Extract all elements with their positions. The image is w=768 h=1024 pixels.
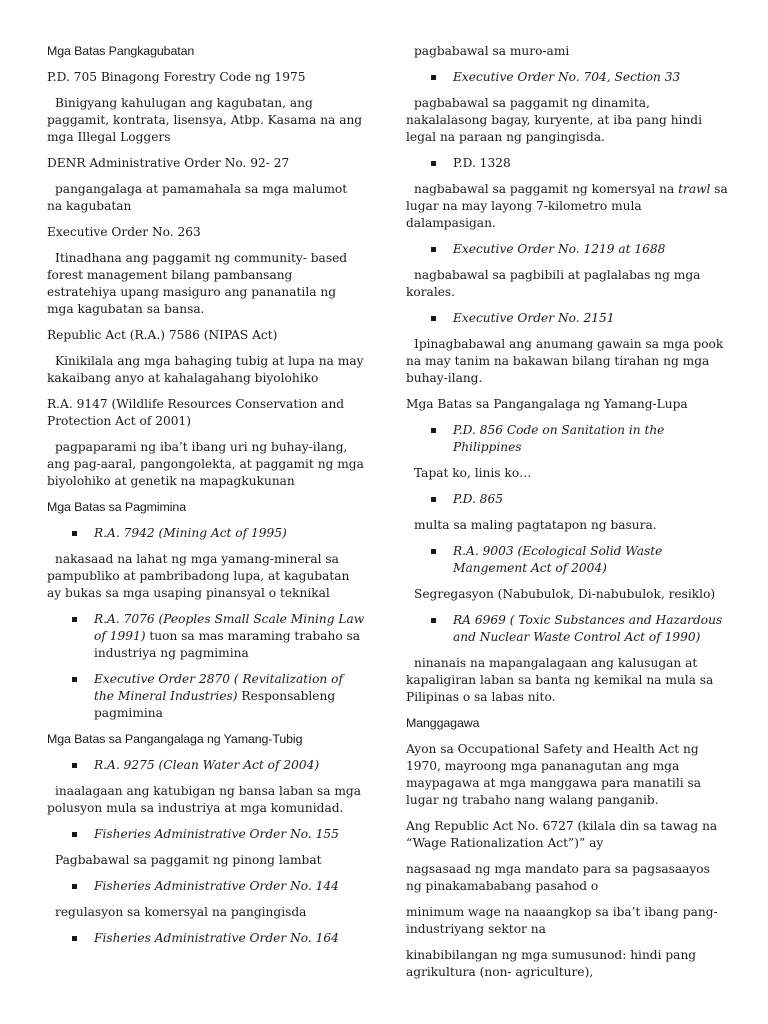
law-title: Fisheries Administrative Order No. 144	[94, 879, 339, 893]
bullet-item	[406, 422, 728, 456]
bullet-item	[47, 930, 365, 947]
law-title: Executive Order No. 1219 at 1688	[453, 242, 666, 256]
paragraph-text: nagbabawal sa paggamit ng komersyal na	[414, 182, 679, 196]
law-paragraph: Republic Act (R.A.) 7586 (NIPAS Act)	[47, 328, 278, 342]
bullet-item	[47, 826, 365, 843]
left-column	[47, 43, 365, 956]
square-bullet-icon	[431, 247, 436, 252]
description-paragraph: nagbabawal sa pagbibili at paglalabas ng mga korales.	[406, 268, 701, 299]
square-bullet-icon	[431, 428, 436, 433]
description-paragraph: pagbabawal sa paggamit ng dinamita, nakalalasong bagay, kuryente, at iba pang hindi legal na paraan ng pangingisda.	[406, 96, 702, 144]
law-paragraph: Mga Batas sa Pangangalaga ng Yamang-Lupa	[406, 397, 688, 411]
paragraph-text: sa lugar na may layong 7-kilometro mula dalampasigan.	[406, 182, 728, 230]
description-paragraph: pangangalaga at pamamahala sa mga malumot na kagubatan	[47, 182, 348, 213]
bullet-item	[406, 543, 728, 577]
law-title: Executive Order No. 704, Section 33	[453, 70, 681, 84]
square-bullet-icon	[72, 763, 77, 768]
section-heading: Mga Batas sa Pangangalaga ng Yamang-Tubig	[47, 732, 303, 746]
law-paragraph: Ayon sa Occupational Safety and Health Act ng 1970, mayroong mga pananagutan ang mga maypagawa at mga manggawa para manatili sa lugar ng trabaho nang walang panganib.	[406, 742, 702, 807]
bullet-item	[47, 611, 365, 662]
bullet-item	[406, 491, 728, 508]
law-title: Fisheries Administrative Order No. 155	[94, 827, 339, 841]
square-bullet-icon	[72, 677, 77, 682]
bullet-item	[406, 69, 728, 86]
square-bullet-icon	[72, 832, 77, 837]
bullet-item	[406, 155, 728, 172]
bullet-item	[47, 525, 365, 542]
description-paragraph: Kinikilala ang mga bahaging tubig at lupa na may kakaibang anyo at kahalagahang biyolohiko	[47, 354, 364, 385]
square-bullet-icon	[72, 531, 77, 536]
section-heading: Manggagawa	[406, 716, 480, 730]
section-heading: Mga Batas Pangkagubatan	[47, 44, 195, 58]
law-title: Executive Order No. 2151	[453, 311, 615, 325]
square-bullet-icon	[431, 618, 436, 623]
law-paragraph: nagsasaad ng mga mandato para sa pagsasaayos ng pinakamababang pasahod o	[406, 862, 710, 893]
bullet-description: tuon sa mas maraming trabaho sa industriya ng pagmimina	[94, 629, 361, 660]
bullet-item	[406, 612, 728, 646]
law-paragraph: Ang Republic Act No. 6727 (kilala din sa tawag na “Wage Rationalization Act”)” ay	[406, 819, 718, 850]
law-title: P.D. 856 Code on Sanitation in the Philippines	[453, 423, 665, 454]
square-bullet-icon	[431, 316, 436, 321]
emphasis-term: trawl	[678, 182, 711, 196]
description-paragraph: regulasyon sa komersyal na pangingisda	[55, 905, 307, 919]
description-paragraph: ninanais na mapangalagaan ang kalusugan at kapaligiran laban sa banta ng kemikal na mula sa Pilipinas o sa labas nito.	[406, 656, 714, 704]
law-paragraph: P.D. 705 Binagong Forestry Code ng 1975	[47, 70, 306, 84]
law-title: Executive Order 2870 ( Revitalization of the Mineral Industries)	[94, 672, 343, 703]
law-paragraph: minimum wage na naaangkop sa iba’t ibang pang-industriyang sektor na	[406, 905, 718, 936]
bullet-item	[47, 878, 365, 895]
square-bullet-icon	[72, 936, 77, 941]
bullet-item	[406, 310, 728, 327]
description-paragraph: Tapat ko, linis ko…	[414, 466, 532, 480]
description-paragraph: pagbabawal sa muro-ami	[414, 44, 570, 58]
square-bullet-icon	[431, 161, 436, 166]
law-paragraph: R.A. 9147 (Wildlife Resources Conservation and Protection Act of 2001)	[47, 397, 345, 428]
law-paragraph: kinabibilangan ng mga sumusunod: hindi pang agrikultura (non- agriculture),	[406, 948, 697, 979]
law-title: RA 6969 ( Toxic Substances and Hazardous and Nuclear Waste Control Act of 1990)	[453, 613, 723, 644]
description-paragraph: Itinadhana ang paggamit ng community- based forest management bilang pambansang estratehiya upang masiguro ang pananatila ng mga kagubatan sa bansa.	[47, 251, 348, 316]
description-paragraph: Pagbabawal sa paggamit ng pinong lambat	[55, 853, 322, 867]
law-paragraph: Executive Order No. 263	[47, 225, 201, 239]
bullet-description: Responsableng pagmimina	[94, 689, 336, 720]
law-title: R.A. 9003 (Ecological Solid Waste Mangement Act of 2004)	[453, 544, 663, 575]
description-paragraph: inaalagaan ang katubigan ng bansa laban sa mga polusyon mula sa industriya at mga komunidad.	[47, 784, 361, 815]
law-title: R.A. 7076 (Peoples Small Scale Mining Law of 1991)	[94, 612, 365, 643]
description-paragraph: Ipinagbabawal ang anumang gawain sa mga pook na may tanim na bakawan bilang tirahan ng mga buhay-ilang.	[406, 337, 724, 385]
bullet-item	[47, 757, 365, 774]
law-paragraph: DENR Administrative Order No. 92- 27	[47, 156, 290, 170]
law-title: Fisheries Administrative Order No. 164	[94, 931, 339, 945]
section-heading: Mga Batas sa Pagmimina	[47, 500, 186, 514]
square-bullet-icon	[72, 884, 77, 889]
bullet-item	[47, 671, 365, 722]
description-paragraph: Binigyang kahulugan ang kagubatan, ang paggamit, kontrata, lisensya, Atbp. Kasama na ang mga Illegal Loggers	[47, 96, 363, 144]
square-bullet-icon	[431, 497, 436, 502]
description-paragraph	[406, 181, 728, 232]
square-bullet-icon	[431, 549, 436, 554]
description-paragraph: multa sa maling pagtatapon ng basura.	[414, 518, 657, 532]
description-paragraph: Segregasyon (Nabubulok, Di-nabubulok, resiklo)	[414, 587, 716, 601]
bullet-item	[406, 241, 728, 258]
law-title: P.D. 865	[453, 492, 503, 506]
description-paragraph: pagpaparami ng iba’t ibang uri ng buhay-ilang, ang pag-aaral, pangongolekta, at paggamit ng mga biyolohiko at genetik na mapagkukunan	[47, 440, 364, 488]
right-column	[406, 43, 728, 990]
square-bullet-icon	[431, 75, 436, 80]
law-title: R.A. 9275 (Clean Water Act of 2004)	[94, 758, 320, 772]
description-paragraph: nakasaad na lahat ng mga yamang-mineral sa pampubliko at pambribadong lupa, at kagubatan ay bukas sa mga usaping pinansyal o teknikal	[47, 552, 350, 600]
square-bullet-icon	[72, 617, 77, 622]
bullet-description: P.D. 1328	[453, 156, 511, 170]
law-title: R.A. 7942 (Mining Act of 1995)	[94, 526, 287, 540]
